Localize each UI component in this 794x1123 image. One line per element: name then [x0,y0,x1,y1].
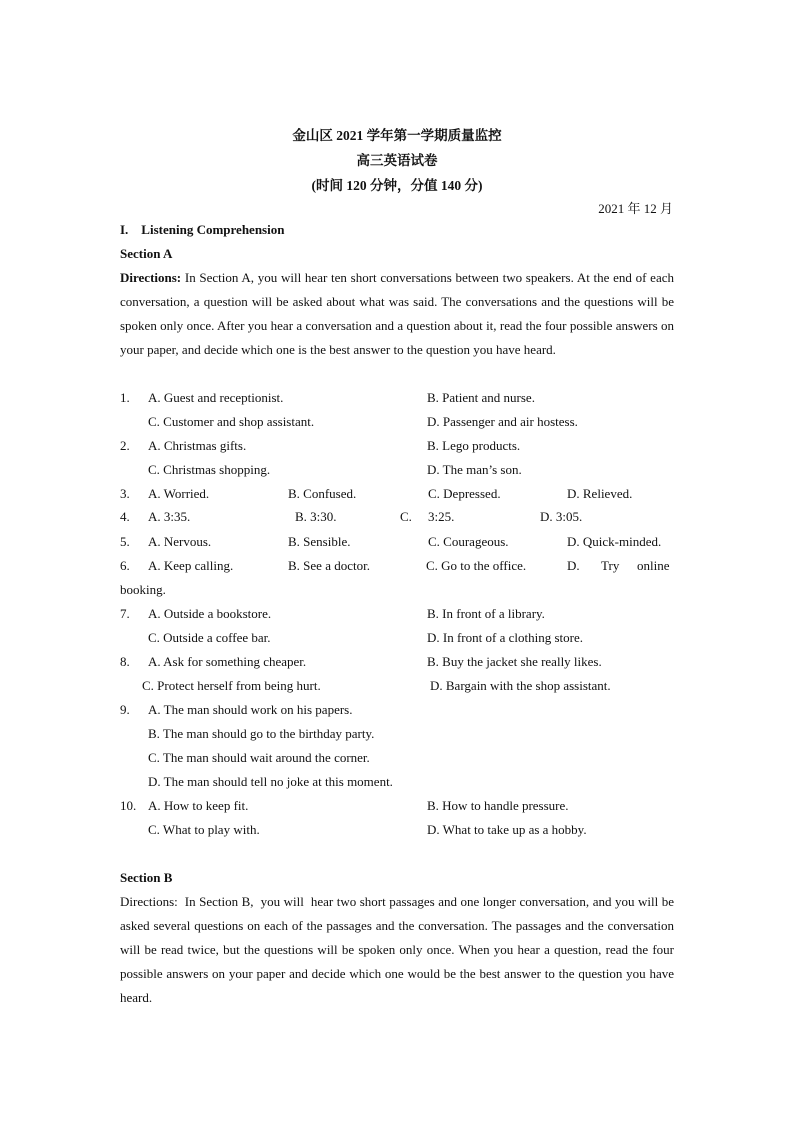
option-d-word: Try [601,558,620,573]
option-a: A. Outside a bookstore. [148,606,272,621]
exam-subtitle: 高三英语试卷 [356,153,438,168]
option-a: A. Ask for something cheaper. [148,654,307,669]
option-b: B. Buy the jacket she really likes. [427,654,602,669]
option-c: C. Customer and shop assistant. [148,414,315,429]
option-d-word: online [637,558,670,573]
exam-title: 金山区 2021 学年第一学期质量监控 [292,128,502,143]
question-number: 2. [120,438,130,453]
section-a-directions [120,266,674,362]
option-c: C. The man should wait around the corner. [148,750,370,765]
option-c-label: C. [400,509,412,524]
option-a: A. 3:35. [148,509,191,524]
option-a: A. Christmas gifts. [148,438,247,453]
option-d: D. 3:05. [540,509,583,524]
option-c: C. What to play with. [148,822,260,837]
directions-label: Directions: [120,270,182,285]
option-a: A. Keep calling. [148,558,234,573]
option-c: C. Christmas shopping. [148,462,271,477]
question-number: 9. [120,702,130,717]
option-d: D. The man should tell no joke at this moment. [148,774,393,789]
directions-text: In Section A, you will hear ten short conversations between two speakers. At the end of each conversation, a question will be asked about what was said. The conversations and the questions will be spoken only once. After you hear a conversation and a question about it, read the four possible answers on your paper, and decide which one is the best answer to the question you have heard. [120,270,674,357]
option-b: B. See a doctor. [288,558,370,573]
option-a: A. Worried. [148,486,210,501]
option-b: B. Confused. [288,486,357,501]
option-d: D. Relieved. [567,486,633,501]
question-number: 3. [120,486,130,501]
part-title: I. Listening Comprehension [120,222,285,237]
option-a: A. Guest and receptionist. [148,390,284,405]
section-b-title: Section B [120,870,173,885]
question-number: 4. [120,509,130,524]
option-c: C. Depressed. [428,486,501,501]
option-d-label: D. [567,558,580,573]
question-number: 7. [120,606,130,621]
option-b: B. In front of a library. [427,606,545,621]
option-d: D. What to take up as a hobby. [427,822,587,837]
question-number: 6. [120,558,130,573]
option-c: C. Go to the office. [426,558,527,573]
section-a-title: Section A [120,246,173,261]
question-number: 1. [120,390,130,405]
option-d: D. Passenger and air hostess. [427,414,578,429]
question-number: 5. [120,534,130,549]
option-d: D. Quick-minded. [567,534,662,549]
option-d-continued: booking. [120,582,166,597]
option-d: D. In front of a clothing store. [427,630,583,645]
option-c: C. Courageous. [428,534,509,549]
option-c: C. Outside a coffee bar. [148,630,271,645]
option-b: B. Lego products. [427,438,521,453]
exam-date: 2021 年 12 月 [598,201,673,216]
option-c: C. Protect herself from being hurt. [142,678,321,693]
option-c-text: 3:25. [428,509,455,524]
option-b: B. Patient and nurse. [427,390,535,405]
question-number: 8. [120,654,130,669]
option-b: B. Sensible. [288,534,351,549]
question-number: 10. [120,798,137,813]
option-d: D. The man’s son. [427,462,522,477]
exam-time-info: (时间 120 分钟，分值 140 分) [311,178,483,193]
option-b: B. The man should go to the birthday party. [148,726,375,741]
option-b: B. How to handle pressure. [427,798,569,813]
option-a: A. The man should work on his papers. [148,702,353,717]
option-a: A. Nervous. [148,534,212,549]
option-b: B. 3:30. [295,509,337,524]
option-d: D. Bargain with the shop assistant. [430,678,611,693]
section-b-directions: Directions: In Section B, you will hear two short passages and one longer conversation, and you will be asked several questions on each of the passages and the conversation. The passages and the conversation will be read twice, but the questions will be spoken only once. When you hear a question, read the four possible answers on your paper and decide which one would be the best answer to the question you have heard. [120,894,678,1005]
option-a: A. How to keep fit. [148,798,249,813]
